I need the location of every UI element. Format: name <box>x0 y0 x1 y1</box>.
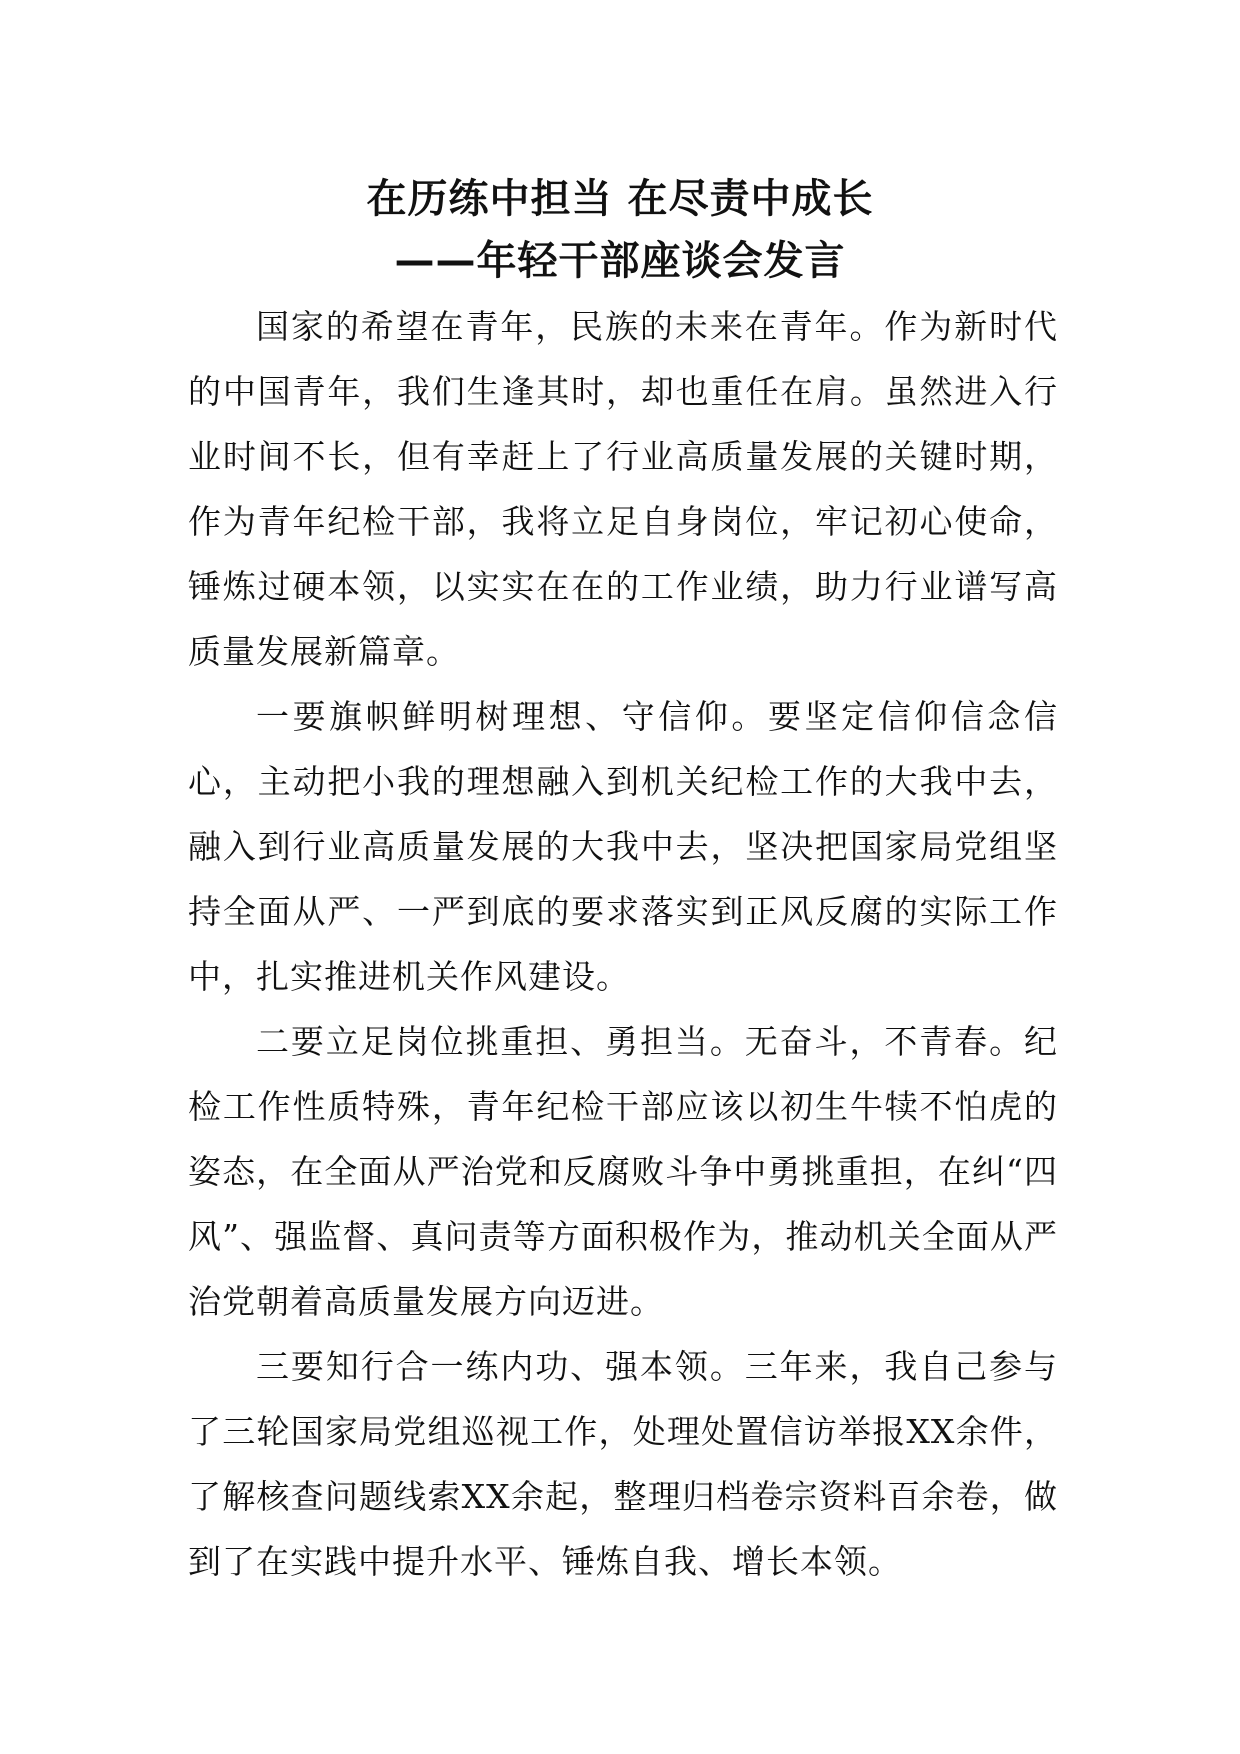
paragraph-intro: 国家的希望在青年，民族的未来在青年。作为新时代的中国青年，我们生逢其时，却也重任在肩。虽然进入行业时间不长，但有幸赶上了行业高质量发展的关键时期，作为青年纪检干部，我将立足自身岗位，牢记初心使命，锤炼过硬本领，以实实在在的工作业绩，助力行业谱写高质量发展新篇章。 <box>188 307 1058 671</box>
paragraph-point-one: 一要旗帜鲜明树理想、守信仰。要坚定信仰信念信心，主动把小我的理想融入到机关纪检工作的大我中去，融入到行业高质量发展的大我中去，坚决把国家局党组坚持全面从严、一严到底的要求落实到正风反腐的实际工作中，扎实推进机关作风建设。 <box>188 697 1058 996</box>
paragraph-point-three: 三要知行合一练内功、强本领。三年来，我自己参与了三轮国家局党组巡视工作，处理处置信访举报XX余件，了解核查问题线索XX余起，整理归档卷宗资料百余卷，做到了在实践中提升水平、锤炼自我、增长本领。 <box>188 1347 1058 1581</box>
title-block <box>0 168 1240 292</box>
document-subtitle: ——年轻干部座谈会发言 <box>394 238 846 284</box>
document-body <box>188 294 1058 1594</box>
document-title: 在历练中担当 在尽责中成长 <box>366 176 874 222</box>
paragraph-point-two: 二要立足岗位挑重担、勇担当。无奋斗，不青春。纪检工作性质特殊，青年纪检干部应该以初生牛犊不怕虎的姿态，在全面从严治党和反腐败斗争中勇挑重担，在纠“四风”、强监督、真问责等方面积极作为，推动机关全面从严治党朝着高质量发展方向迈进。 <box>188 1022 1058 1321</box>
